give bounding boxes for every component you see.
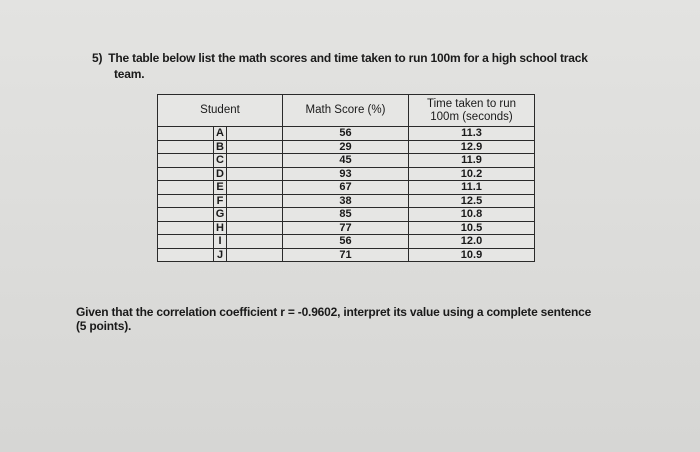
table-row [158, 235, 535, 249]
math-cell: 45 [283, 154, 409, 168]
question-text-line2: team. [114, 67, 145, 81]
time-cell: 12.0 [409, 235, 535, 249]
student-cell: A [158, 127, 283, 141]
table-row [158, 208, 535, 222]
math-cell: 85 [283, 208, 409, 222]
question-5 [92, 50, 632, 82]
student-cell: I [158, 235, 283, 249]
math-cell: 71 [283, 248, 409, 262]
time-cell: 11.9 [409, 154, 535, 168]
student-cell: B [158, 140, 283, 154]
math-cell: 29 [283, 140, 409, 154]
math-cell: 56 [283, 235, 409, 249]
math-cell: 38 [283, 194, 409, 208]
header-time [409, 95, 535, 127]
table-row [158, 221, 535, 235]
table-row [158, 248, 535, 262]
student-cell: E [158, 181, 283, 195]
time-cell: 11.3 [409, 127, 535, 141]
math-cell: 67 [283, 181, 409, 195]
time-cell: 12.5 [409, 194, 535, 208]
student-cell: C [158, 154, 283, 168]
table-row [158, 181, 535, 195]
header-time-line1: Time taken to run [426, 98, 517, 110]
student-cell: D [158, 167, 283, 181]
time-cell: 10.9 [409, 248, 535, 262]
table-row [158, 167, 535, 181]
header-math-score: Math Score (%) [283, 95, 409, 127]
interpretation-points: (5 points). [76, 319, 132, 333]
student-cell: G [158, 208, 283, 222]
time-cell: 11.1 [409, 181, 535, 195]
student-cell: F [158, 194, 283, 208]
math-cell: 93 [283, 167, 409, 181]
header-time-line2: 100m (seconds) [430, 110, 513, 123]
time-cell: 10.5 [409, 221, 535, 235]
interpretation-line1: Given that the correlation coefficient r = -0.9602, interpret its value using a complete sentence [76, 305, 592, 319]
table-row [158, 154, 535, 168]
table-row [158, 140, 535, 154]
student-cell: H [158, 221, 283, 235]
math-cell: 77 [283, 221, 409, 235]
scores-table [157, 94, 535, 262]
student-cell: J [158, 248, 283, 262]
time-cell: 10.8 [409, 208, 535, 222]
question-number: 5) [92, 51, 103, 65]
table-row [158, 127, 535, 141]
time-cell: 10.2 [409, 167, 535, 181]
question-text-line1: The table below list the math scores and time taken to run 100m for a high school track [108, 51, 588, 65]
math-cell: 56 [283, 127, 409, 141]
table-header-row [158, 95, 535, 127]
time-cell: 12.9 [409, 140, 535, 154]
header-student: Student [158, 95, 283, 127]
table-row [158, 194, 535, 208]
interpretation-prompt [76, 305, 656, 333]
